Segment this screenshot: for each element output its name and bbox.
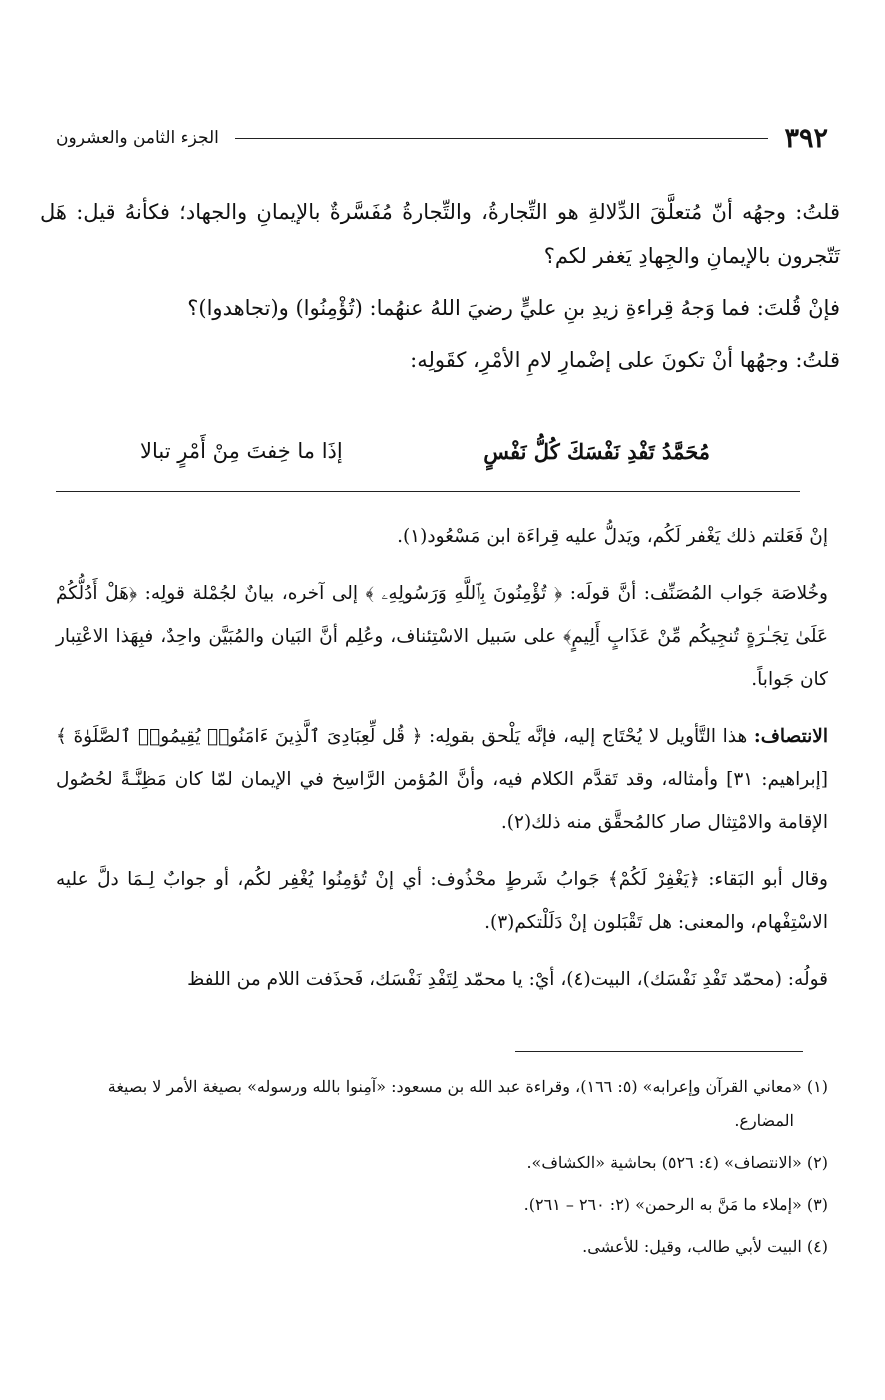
header-rule bbox=[235, 138, 769, 139]
running-title: الجزء الثامن والعشرون bbox=[56, 128, 219, 148]
commentary-paragraph-3 bbox=[56, 715, 828, 844]
commentary-text bbox=[56, 515, 828, 1015]
footnotes bbox=[56, 1070, 828, 1272]
commentary-paragraph-3-text: هذا التَّأويل لا يُحْتَاج إليه، فإنَّه يَلْحق بقولِه: ﴿ قُل لِّعِبَادِىَ ٱلَّذِينَ ءَامَنُوا۟ يُقِيمُوا۟ ٱلصَّلَوٰةَ ﴾ [إبراهيم: ٣١] وأمثاله، وقد تَقدَّم الكلام فيه، وأنَّ المُؤمن الرَّاسِخ في الإيمان لمّا كان مَظِنَّـةً لحُصُول الإقامة والامْتِثال صار كالمُحقَّق منه ذلك(٢). bbox=[56, 726, 828, 833]
footnote-3: (٣) «إملاء ما مَنَّ به الرحمن» (٢: ٢٦٠ – ٢٦١). bbox=[523, 1195, 828, 1214]
footnote-divider bbox=[515, 1051, 803, 1052]
poetry-verse bbox=[140, 426, 710, 476]
page-number: ٣٩٢ bbox=[784, 122, 828, 154]
footnote-1: (١) «معاني القرآن وإعرابه» (٥: ١٦٦)، وقراءة عبد الله بن مسعود: «آمِنوا بالله ورسوله» بصيغة الأمر لا بصيغة المضارع. bbox=[107, 1077, 828, 1130]
verse-hemistich-2: إذَا ما خِفتَ مِنْ أَمْرٍ تبالا bbox=[140, 439, 343, 463]
main-commentary-divider bbox=[56, 491, 800, 492]
verse-hemistich-1: مُحَمَّدُ تَفْدِ نَفْسَكَ كُلُّ نَفْسٍ bbox=[483, 438, 710, 464]
main-text bbox=[40, 190, 840, 390]
main-paragraph-1: قلتُ: وجهُه أنّ مُتعلَّقَ الدِّلالةِ هو التِّجارةُ، والتِّجارةُ مُفَسَّرةٌ بالإيمانِ والجهاد؛ فكأنهُ قيل: هَل تَتّجرون بالإيمانِ والجِهادِ يَغفر لكم؟ bbox=[40, 200, 840, 268]
main-paragraph-3: قلتُ: وجهُها أنْ تكونَ على إضْمارِ لامِ الأمْرِ، كقَولِه: bbox=[410, 348, 840, 372]
commentary-lead-label: الانتصاف: bbox=[753, 726, 828, 747]
commentary-paragraph-2: وخُلاصَة جَواب المُصَنِّف: أنَّ قولَه: ﴿ تُؤْمِنُونَ بِٱللَّهِ وَرَسُولِهِۦ ﴾ إلى آخره، بيانٌ لجُمْلة قولِه: ﴿هَلْ أَدُلُّكُمْ عَلَىٰ تِجَـٰرَةٍ تُنجِيكُم مِّنْ عَذَابٍ أَلِيمٍ﴾ على سَبيل الاسْتِئناف، وعُلِم أنَّ البَيان والمُبَيَّن واحِدٌ، فبِهَذا الاعْتِبار كان جَواباً. bbox=[56, 583, 828, 690]
commentary-paragraph-5: قولُه: (محمّد تَفْدِ نَفْسَك)، البيت(٤)، أيْ: يا محمّد لِتَفْدِ نَفْسَك، فَحذَفت اللام من اللفظ bbox=[187, 969, 828, 990]
commentary-paragraph-1: إنْ فَعَلتم ذلك يَغْفر لَكُم، ويَدلُّ عليه قِراءَة ابن مَسْعُود(١). bbox=[397, 526, 828, 547]
commentary-paragraph-4: وقال أبو البَقاء: ﴿يَغْفِرْ لَكُمْ﴾ جَوابُ شَرطٍ محْذُوف: أي إنْ تُؤمِنُوا يُغْفِر لكُم، أو جوابٌ لِـمَا دلَّ عليه الاسْتِفْهام، والمعنى: هل تَقْبَلون إنْ دَلَلْتكم(٣). bbox=[56, 869, 828, 933]
main-paragraph-2: فإنْ قُلتَ: فما وَجهُ قِراءةِ زيدِ بنِ عليٍّ رضيَ اللهُ عنهُما: (تُؤْمِنُوا) و(تجاهدوا)؟ bbox=[187, 296, 840, 320]
page-header bbox=[56, 118, 828, 158]
footnote-2: (٢) «الانتصاف» (٤: ٥٢٦) بحاشية «الكشاف». bbox=[526, 1153, 828, 1172]
footnote-4: (٤) البيت لأبي طالب، وقيل: للأعشى. bbox=[582, 1237, 828, 1256]
